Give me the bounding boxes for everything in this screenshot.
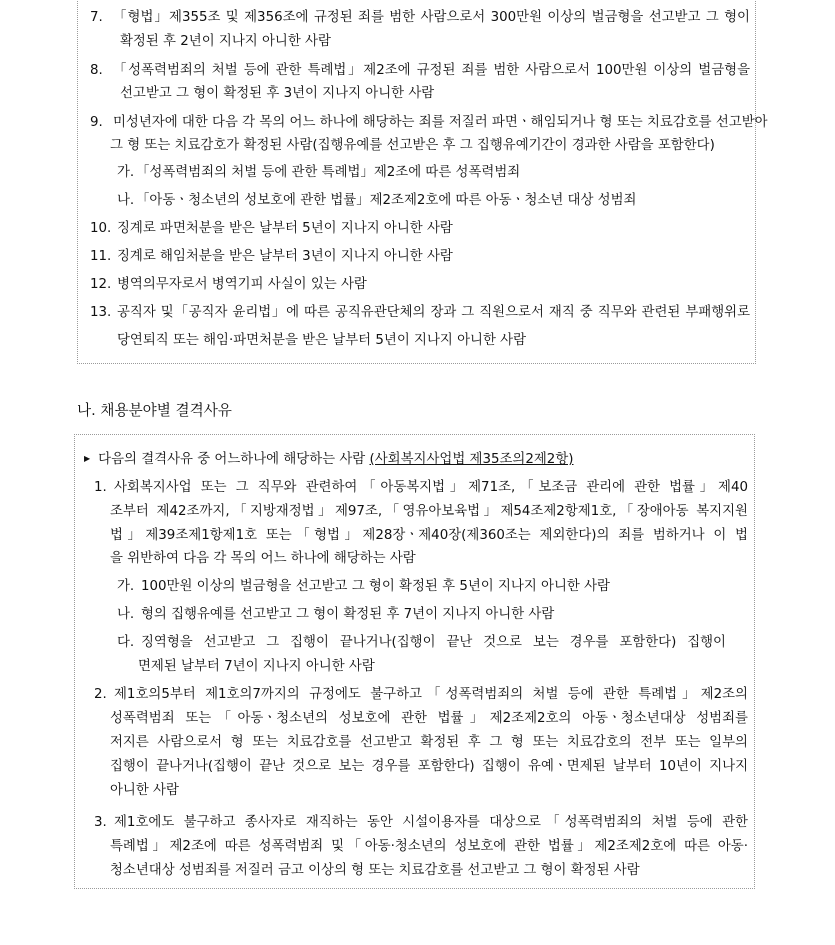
field-item-3-line-1: 제1호에도 불구하고 종사자로 재직하는 동안 시설이용자를 대상으로「성폭력범죄의 처벌 등에 관한 [114, 815, 748, 830]
field-item-1-ga-text: 100만원 이상의 벌금형을 선고받고 그 형이 확정된 후 5년이 지나지 아니한 사람 [141, 579, 610, 594]
item-9-line-1: 미성년자에 대한 다음 각 목의 어느 하나에 해당하는 죄를 저질러 파면ㆍ해임되거나 형 또는 치료감호를 선고받아 [113, 115, 768, 130]
item-7-number: 7. [90, 10, 103, 25]
field-item-3-line-2: 특례법」제2조에 따른 성폭력범죄 및「아동·청소년의 성보호에 관한 법률」제2조제2호에 따른 아동· [110, 839, 748, 854]
item-7-line-1: 「형법」제355조 및 제356조에 규정된 죄를 범한 사람으로서 300만원 이상의 벌금형을 선고받고 그 형이 [113, 10, 750, 25]
item-9-line-2: 그 형 또는 치료감호가 확정된 사람(집행유예를 선고받은 후 그 집행유예기간이 경과한 사람을 포함한다) [110, 138, 715, 153]
item-12-number: 12. [90, 277, 112, 292]
field-item-1-line-1: 사회복지사업 또는 그 직무와 관련하여「아동복지법」제71조,「보조금 관리에 관한 법률」제40 [114, 480, 748, 495]
field-item-1-line-3: 법」제39조제1항제1호 또는「형법」제28장ㆍ제40장(제360조는 제외한다)의 죄를 범하거나 이 법 [110, 528, 748, 543]
intro-law-reference: (사회복지사업법 제35조의2제2항) [369, 452, 574, 467]
field-item-1-da-line-2: 면제된 날부터 7년이 지나지 아니한 사람 [138, 659, 375, 674]
field-item-2-line-5: 아니한 사람 [110, 783, 179, 798]
field-item-1-ga-number: 가. [117, 579, 135, 594]
field-item-1-da-number: 다. [117, 635, 135, 650]
item-9-ga-number: 가. [117, 165, 135, 180]
section-title: 나. 채용분야별 결격사유 [77, 402, 232, 419]
intro-text: 다음의 결격사유 중 어느하나에 해당하는 사람 [98, 452, 366, 467]
item-9-na-number: 나. [117, 193, 135, 208]
field-item-1-line-2: 조부터 제42조까지,「지방재정법」제97조,「영유아보육법」제54조제2항제1호,「장애아동 복지지원 [110, 504, 748, 519]
item-9-number: 9. [90, 115, 103, 130]
field-item-1-line-4: 을 위반하여 다음 각 목의 어느 하나에 해당하는 사람 [110, 551, 416, 566]
field-item-2-line-1: 제1호의5부터 제1호의7까지의 규정에도 불구하고「성폭력범죄의 처벌 등에 관한 특례법」제2조의 [114, 687, 748, 702]
item-8-line-1: 「성폭력범죄의 처벌 등에 관한 특례법」제2조에 규정된 죄를 범한 사람으로서 100만원 이상의 벌금형을 [113, 63, 750, 78]
item-13-line-2: 당연퇴직 또는 해임·파면처분을 받은 날부터 5년이 지나지 아니한 사람 [117, 333, 527, 348]
item-8-number: 8. [90, 63, 103, 78]
field-item-2-number: 2. [94, 687, 107, 702]
field-item-3-number: 3. [94, 815, 107, 830]
item-7-line-2: 확정된 후 2년이 지나지 아니한 사람 [120, 34, 331, 49]
field-item-1-na-text: 형의 집행유예를 선고받고 그 형이 확정된 후 7년이 지나지 아니한 사람 [141, 607, 555, 622]
item-13-number: 13. [90, 305, 112, 320]
field-item-2-line-3: 저지른 사람으로서 형 또는 치료감호를 선고받고 확정된 후 그 형 또는 치료감호의 전부 또는 일부의 [110, 735, 748, 750]
item-12-text: 병역의무자로서 병역기피 사실이 있는 사람 [117, 277, 367, 292]
item-10-number: 10. [90, 221, 112, 236]
item-8-line-2: 선고받고 그 형이 확정된 후 3년이 지나지 아니한 사람 [120, 86, 435, 101]
field-item-1-na-number: 나. [117, 607, 135, 622]
item-11-text: 징계로 해임처분을 받은 날부터 3년이 지나지 아니한 사람 [117, 249, 453, 264]
field-item-2-line-2: 성폭력범죄 또는「아동ㆍ청소년의 성보호에 관한 법률」제2조제2호의 아동ㆍ청소년대상 성범죄를 [110, 711, 748, 726]
item-9-na-text: 「아동ㆍ청소년의 성보호에 관한 법률」제2조제2호에 따른 아동ㆍ청소년 대상 성범죄 [136, 193, 637, 208]
field-item-2-line-4: 집행이 끝나거나(집행이 끝난 것으로 보는 경우를 포함한다) 집행이 유예ㆍ면제된 날부터 10년이 지나지 [110, 759, 748, 774]
field-item-1-number: 1. [94, 480, 107, 495]
field-item-3-line-3: 청소년대상 성범죄를 저질러 금고 이상의 형 또는 치료감호를 선고받고 그 형이 확정된 사람 [110, 863, 640, 878]
field-item-1-da-line-1: 징역형을 선고받고 그 집행이 끝나거나(집행이 끝난 것으로 보는 경우를 포함한다) 집행이 [141, 635, 726, 650]
item-10-text: 징계로 파면처분을 받은 날부터 5년이 지나지 아니한 사람 [117, 221, 453, 236]
intro-line [84, 450, 574, 471]
item-11-number: 11. [90, 249, 112, 264]
item-13-line-1: 공직자 및「공직자 윤리법」에 따른 공직유관단체의 장과 그 직원으로서 재직 중 직무와 관련된 부패행위로 [117, 305, 750, 320]
item-9-ga-text: 「성폭력범죄의 처벌 등에 관한 특례법」제2조에 따른 성폭력범죄 [136, 165, 521, 180]
bullet-icon: ▶ [84, 454, 91, 463]
